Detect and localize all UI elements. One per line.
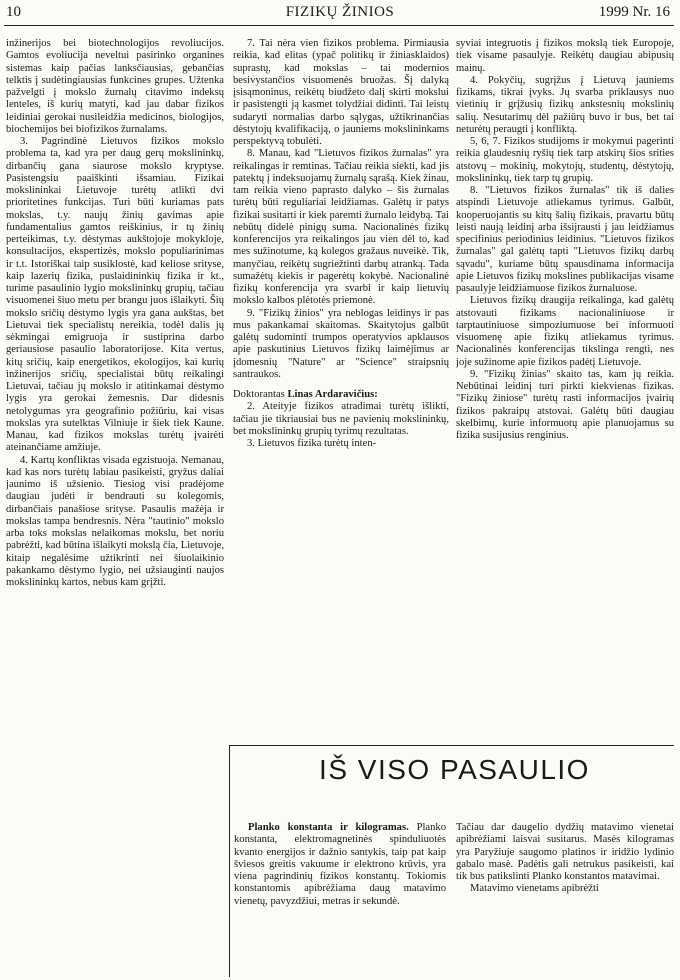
paragraph: 7. Tai nėra vien fizikos problema. Pirmiausia reikia, kad elitas (ypač politikų ir žiniasklaidos) suprastų, kad mokslas – tai modernios besivystančios visuomenės bruožas. Šį dalyką įsisąmoninus, reikėtų biudžeto dalį skirti mokslui ir pasistengti ją kasmet tolydžiai didinti. Tai leistų sudaryti normalias darbo sąlygas, užtikrinančias dėstytojų kvalifikaciją, o jauniems mokslininkams perspektyvą tobulėti. [233,38,449,147]
paragraph: Lietuvos fizikų draugija reikalinga, kad galėtų atstovauti fizikams nacionaliniuose ir tarptautiniuose simpoziumuose bei informuoti visuomenę apie fizikų atliekamus tyrimus. Nacionalinės konferencijas tikslinga rengti, nes joje sužinome apie fizikos padėtį Lietuvoje. [456,295,674,368]
paragraph: inžinerijos bei biotechnologijos revoliucijos. Gamtos evoliucija neveltui pasirinko organines sistemas kaip pačias lanksčiausias, gebančias telktis į sudėtingiausias funkcines grupes. Užtenka pažvelgti į mokslo žurnalų citavimo indeksų lenteles, iš kurių matyti, kad jau dabar fizikos leidiniai gerokai nusileidžia medicinos, biologijos, biochemijos bei biofizikos žurnalams. [6,38,224,135]
paragraph: 4. Pokyčių, sugrįžus į Lietuvą jauniems fizikams, tikrai įvyks. Jų svarba priklausys nuo vietinių ir grįžusių fizikų ankstesnių mokslinių salių. Nesutarimų dėl pažiūrų buvo ir bus, bet tai neturėtų peraugti į konfliktą. [456,74,674,135]
paragraph: 8. Manau, kad "Lietuvos fizikos žurnalas" yra reikalingas ir remtinas. Tačiau reikia siekti, kad jis patektų į indeksuojamų žurnalų sąrašą. Kiek žinau, tam reikia vieno paprasto dalyko – šis žurnalas turėtų būti reguliariai leidžiamas. Galėtų ir patys fizikai susitarti ir kiek paremti žurnalo leidybą. Tai nebūtų didelė pinigų suma. Nacionalinės fizikų konferencijos yra reikalingos jau vien dėl to, kad mes sužinotume, ką kolegos gražaus nuveikė. Tik, manyčiau, reikėtų sugriežtinti darbų atranką. Tada sumažėtų kiekis ir pagerėtų kokybė. Nacionalinė fizikų konferencija yra svarbi ir kaip lietuvių mokslo kalbos plėtotės priemonė. [233,148,449,307]
publication-title: FIZIKŲ ŽINIOS [285,4,395,20]
news-lead-title: Planko konstanta ir kilogramas. [248,822,409,833]
news-paragraph: Tačiau dar daugelio dydžių matavimo vienetai apibrėžiami laisvai susitarus. Masės kilogramas yra Paryžiuje saugomo platinos ir iridžio lydinio gabalo masė. Padėtis gali netrukus pasikeisti, kai tik bus patikslinti Planko konstantos matavimai. [456,822,674,882]
byline-role: Doktorantas [233,389,285,400]
paragraph: 2. Ateityje fizikos atradimai turėtų išlikti, tačiau jie tikriausiai bus ne pavienių mokslininkų, bet mokslininkų grupių tyrimų rezultatas. [233,401,449,437]
paragraph: 3. Lietuvos fizika turėtų inten- [247,438,377,449]
paragraph: syviai integruotis į fizikos mokslą tiek Europoje, tiek visame pasaulyje. Reikėtų daugiau abipusių mainų. [456,38,674,74]
section-rule-horizontal [229,745,674,746]
interviewee-byline [233,389,449,401]
news-column-right [456,822,674,977]
paragraph: 9. "Fizikų žinios" yra neblogas leidinys ir pas mus pakankamai skaitomas. Skaitytojus galbūt galėtų sudominti trumpos operatyvios apklausos apie paskutinius Lietuvos fizikų laimėjimus ar įdomesnių "Nature" ar "Science" straipsnių santraukos. [233,307,449,380]
header-rule [4,25,674,26]
issue-number: 1999 Nr. 16 [598,4,670,20]
paragraph: 4. Kartų konfliktas visada egzistuoja. Nemanau, kad kas nors turėtų labiau pasikeisti, gryžus daliai jaunimo iš užsienio. Tiesiog visi pradėjome daugiau judėti ir bendrauti su kolegomis, dirbančiais panašiose srityse. Pasaulis mažėja ir mokslas tampa bendresnis. Nėra "tautinio" mokslo arba toks mokslas nelaikomas mokslu, bet noriu pabrėžti, kad būtina išlaikyti mokslą čia, Lietuvoje, kitaip negalėsime užtikrinti nei šiuolaikinio pakankamo dėstymo lygio, nei užsiauginti naujos mokslininkų kartos, nebus kam grįžti. [6,454,224,588]
page-header [0,0,680,34]
paragraph: 5, 6, 7. Fizikos studijoms ir mokymui pagerinti reikia glaudesnių ryšių tiek tarp atskirų šios srities atstovų – mokinių, mokytojų, studentų, dėstytojų, mokslininkų, tiek tarp tų grupių. [456,136,674,184]
news-paragraph [234,822,446,908]
page-number: 10 [6,4,21,20]
column-1 [6,38,224,974]
paragraph: 8. "Lietuvos fizikos žurnalas" tik iš dalies atspindi Lietuvoje atliekamus tyrimus. Galbūt, kooperuojantis su kitų šalių fizikais, pravartu būtų leisti naują leidinį arba išsijrausti į jau leidžiamus specifinius periodinius leidinius. "Lietuvos fizikos žurnalas" gal galėtų tapti "Lietuvos fizikų darbų sąvadu", kuriame būtų spausdinama informacija apie Lietuvos fizikų mokslines publikacijas visame pasaulyje leidžiamuose fizikos žurnaluose. [456,185,674,294]
column-2 [233,38,449,738]
column-3 [456,38,674,768]
news-paragraph: Matavimo vienetams apibrėžti [470,883,599,895]
news-column-left [234,822,446,977]
paragraph: 9. "Fizikų žinias" skaito tas, kam jų reikia. Nebūtinai leidinį turi pirkti kiekvienas fizikas. "Fizikų žiniose" turėtų rasti informacijos įvairių fizikos pakraipų atstovai. Galėtų būti daugiau skelbimų, kurie informuotų apie planuojamus su fizika susijusius renginius. [456,368,674,441]
section-title: IŠ VISO PASAULIO [319,754,590,785]
byline-name: Linas Ardaravičius: [287,389,378,400]
paragraph: 3. Pagrindinė Lietuvos fizikos mokslo problema ta, kad yra per daug gerų mokslininkų, dirbančių gana siaurose mokslo kryptyse. Pasistengsiu paaiškinti išsamiau. Fizikai mokslininkai Lietuvoje turėtų atlikti dvi prioritetines funkcijas. Turi būti kuriamas pats mokslas, t.y. naujų žinių gavimas apie fundamentalius gamtos reiškinius, ir tų žinių perteikimas, t.y. dėstymas aukštojoje mokykloje, konsultacijos, ekspertizės, mokslo populiarinimas ir t.t. Istoriškai taip susiklostė, kad keliose srityse, kaip lazerių fizika, puslaidininkių fizika ir kt., turime pasaulinio lygio mokslininkų grupių, tačiau visuomenei šiuo metu per brangu juos išlaikyti. Šių mokslo sričių dėstymo lygis yra gana aukštas, bet Lietuvai tiek specialistų nereikia, todėl dalis jų sėkmingai emigruoja ir sustiprina darbo geriausiose pasaulio laboratorijose. Kita vertus, kitų sričių, kaip energetikos, ekologijos, kai kurių inžinerijos sričių, specialistai būtų reikalingi Lietuvai, tačiau jų mokslo ir atitinkamai dėstymo lygis yra gerokai žemesnis. Dar didesnis netolygumas yra geografinio požiūriu, kai visas mokslas yra sutelktas Vilniuje ir šiek tiek Kaune. Manau, kad fizikos mokslas turėtų įvairėti ateinančiame amžiuje. [6,136,224,454]
news-lead-text: Planko konstanta, elektromagnetinės spinduliuotės kvanto energijos ir dažnio santykis, taip pat kaip šviesos greitis vakuume ir elektrono krūvis, yra viena pagrindinių fizikos konstantų. Tokiomis konstantomis apibrėžiama daug matavimo vienetų, pavyzdžiui, metras ir sekundė. [234,822,446,907]
